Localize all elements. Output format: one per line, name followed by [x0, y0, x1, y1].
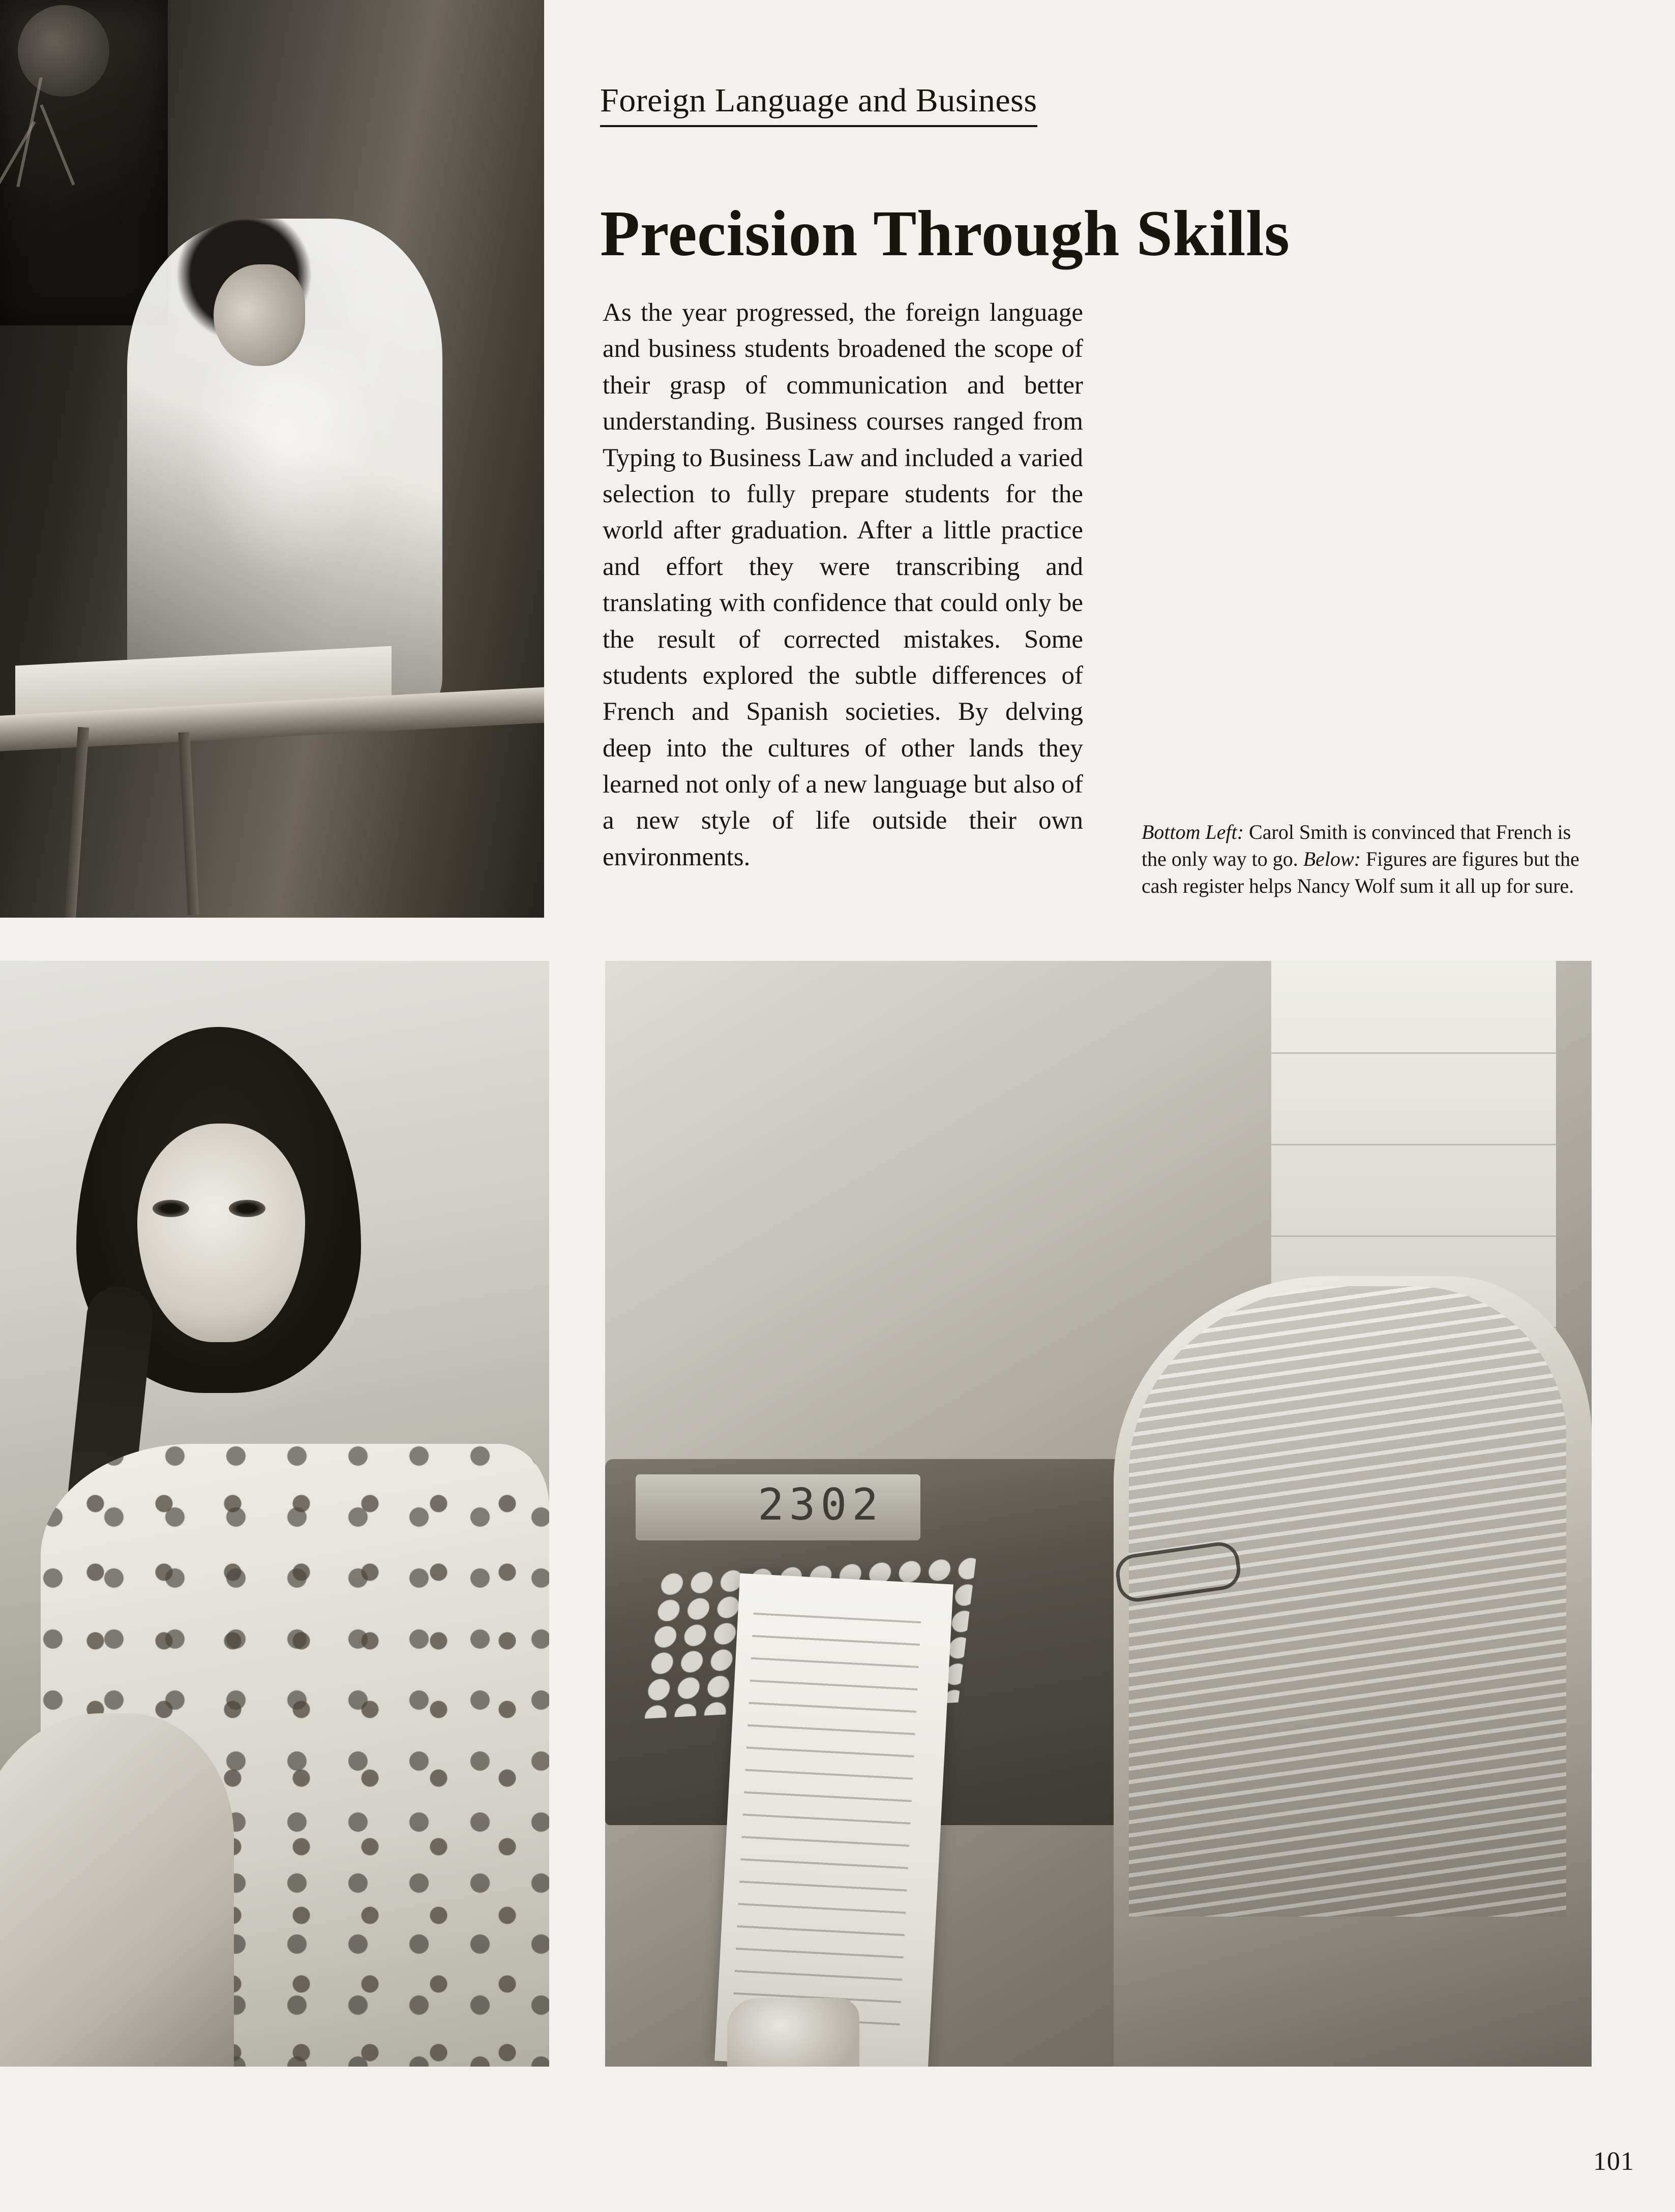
- section-kicker: Foreign Language and Business: [600, 81, 1037, 127]
- eye: [229, 1200, 265, 1217]
- article-body-text: As the year progressed, the foreign language and business students broadened the scope of their grasp of communication and better understanding. Business courses ranged from Typing to Business Law and included a varied selection to fully prepare students for the world after graduation. After a little practice and effort they were transcribing and translating with confidence that could only be the result of corrected mistakes. Some students explored the subtle differences of French and Spanish societies. By delving deep into the cultures of other lands they learned not only of a new language but also of a new style of life outside their own environments.: [603, 298, 1083, 871]
- nancy-wolf-cash-register-photo: [605, 961, 1592, 2067]
- caption-text-bottom-left: Carol Smith is convinced that French is the only way to go.: [1142, 821, 1571, 871]
- blind-line: [1271, 1235, 1556, 1237]
- window-decoration-circle: [18, 5, 109, 97]
- student-at-desk-photo: [0, 0, 544, 918]
- blind-line: [1271, 1052, 1556, 1054]
- student-face: [214, 264, 305, 366]
- handwriting-lines: [732, 1613, 921, 2038]
- caption-lead-bottom-left: Bottom Left:: [1142, 821, 1244, 843]
- arm: [0, 1713, 234, 2067]
- window-branch-shape: [0, 121, 36, 184]
- page-title: Precision Through Skills: [600, 197, 1290, 269]
- blind-line: [1271, 1144, 1556, 1145]
- photo-caption: [1142, 819, 1594, 900]
- window-branch-shape: [40, 104, 75, 186]
- classroom-window: [0, 0, 168, 325]
- face: [137, 1124, 305, 1342]
- page-number: 101: [1593, 2147, 1634, 2176]
- desk-leg: [178, 732, 199, 916]
- carol-smith-photo: [0, 961, 549, 2067]
- desk-leg: [65, 727, 89, 918]
- eye: [153, 1200, 189, 1217]
- hand-holding-paper: [727, 1998, 859, 2067]
- register-display-value: 2302: [758, 1479, 884, 1530]
- long-hair: [1129, 1286, 1566, 1917]
- caption-text-below: Figures are figures but the cash register helps Nancy Wolf sum it all up for sure.: [1142, 847, 1579, 898]
- caption-lead-below: Below:: [1303, 847, 1361, 871]
